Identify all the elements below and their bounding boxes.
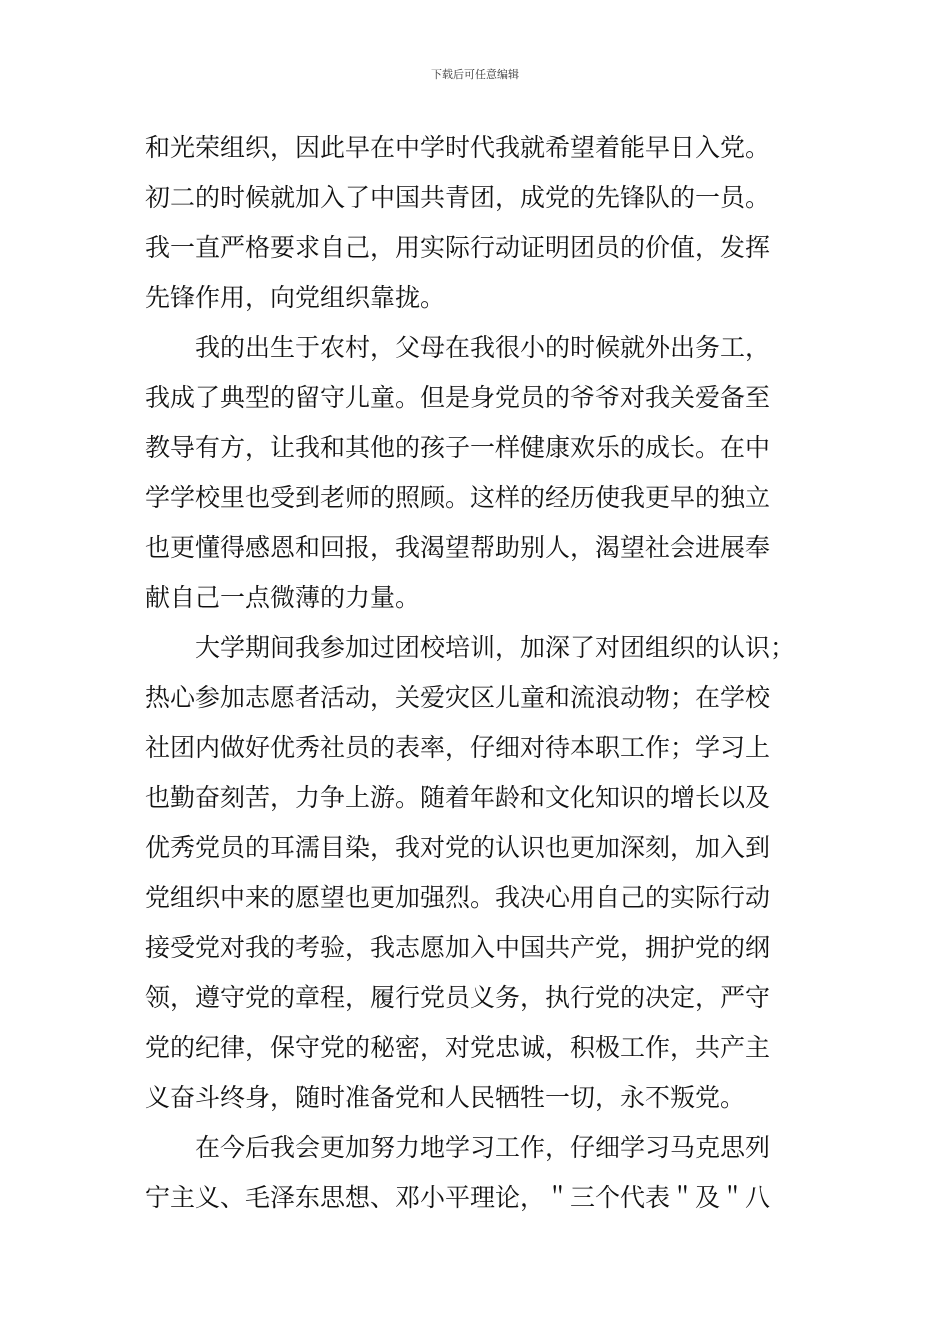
text-line: 初二的时候就加入了中国共青团，成党的先锋队的一员。 bbox=[145, 183, 771, 212]
text-line: 先锋作用，向党组织靠拢。 bbox=[145, 283, 446, 312]
text-line: 接受党对我的考验，我志愿加入中国共产党，拥护党的纲 bbox=[145, 933, 771, 962]
text-line: 优秀党员的耳濡目染，我对党的认识也更加深刻，加入到 bbox=[145, 833, 771, 862]
text-line: 我一直严格要求自己，用实际行动证明团员的价值，发挥 bbox=[145, 233, 771, 262]
text-line: 社团内做好优秀社员的表率，仔细对待本职工作；学习上 bbox=[145, 733, 771, 762]
text-line: 义奋斗终身，随时准备党和人民牺牲一切，永不叛党。 bbox=[145, 1083, 746, 1112]
text-line: 热心参加志愿者活动，关爱灾区儿童和流浪动物；在学校 bbox=[145, 683, 771, 712]
text-line: 学学校里也受到老师的照顾。这样的经历使我更早的独立 bbox=[145, 483, 771, 512]
text-line: 我成了典型的留守儿童。但是身党员的爷爷对我关爱备至 bbox=[145, 383, 771, 412]
text-line: 党组织中来的愿望也更加强烈。我决心用自己的实际行动 bbox=[145, 883, 771, 912]
text-line: 我的出生于农村，父母在我很小的时候就外出务工， bbox=[145, 333, 771, 362]
text-line: 献自己一点微薄的力量。 bbox=[145, 583, 421, 612]
text-line: 宁主义、毛泽东思想、邓小平理论，＂三个代表＂及＂八 bbox=[145, 1183, 771, 1212]
text-line: 在今后我会更加努力地学习工作，仔细学习马克思列 bbox=[145, 1133, 771, 1162]
page-header: 下载后可任意编辑 bbox=[431, 68, 519, 81]
text-line: 也勤奋刻苦，力争上游。随着年龄和文化知识的增长以及 bbox=[145, 783, 771, 812]
text-line: 也更懂得感恩和回报，我渴望帮助别人，渴望社会进展奉 bbox=[145, 533, 771, 562]
text-line: 教导有方，让我和其他的孩子一样健康欢乐的成长。在中 bbox=[145, 433, 771, 462]
text-line: 党的纪律，保守党的秘密，对党忠诚，积极工作，共产主 bbox=[145, 1033, 771, 1062]
text-line: 领，遵守党的章程，履行党员义务，执行党的决定，严守 bbox=[145, 983, 771, 1012]
text-line: 和光荣组织，因此早在中学时代我就希望着能早日入党。 bbox=[145, 133, 771, 162]
text-line: 大学期间我参加过团校培训，加深了对团组织的认识； bbox=[145, 633, 796, 662]
